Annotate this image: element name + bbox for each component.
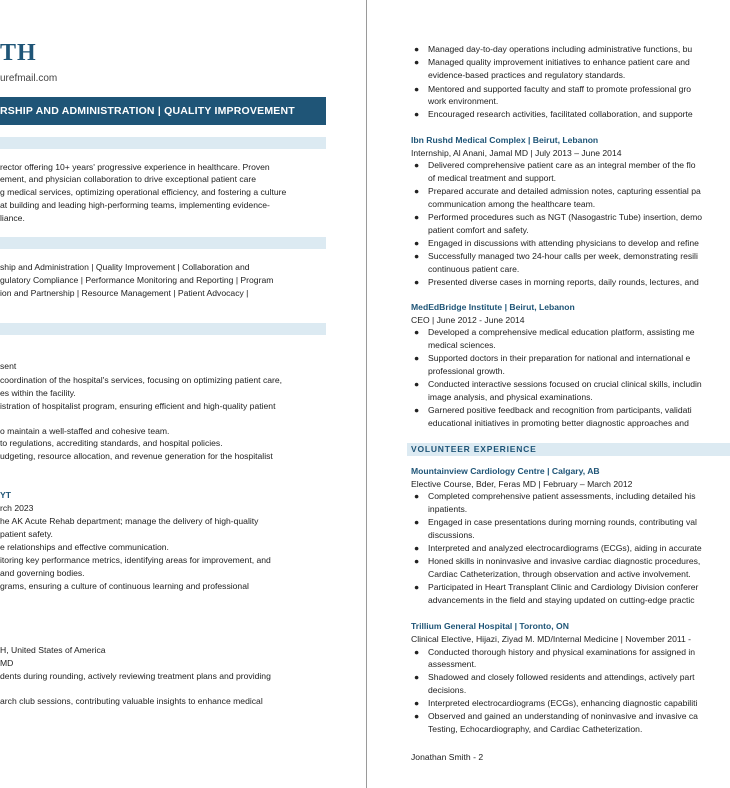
bullet-item: ● Interpreted electrocardiograms (ECGs), enhancing diagnostic capabiliti xyxy=(414,698,698,708)
experience-line: o maintain a well-staffed and cohesive team. xyxy=(0,426,170,436)
experience-line: grams, ensuring a culture of continuous learning and professional xyxy=(0,581,249,591)
job-role: Internship, Al Anani, Jamal MD | July 2013 – June 2014 xyxy=(411,148,622,158)
bullet-continuation: patient comfort and safety. xyxy=(428,225,529,235)
bullet-item: ● Supported doctors in their preparation for national and international e xyxy=(414,353,691,363)
section-heading-bar xyxy=(407,443,730,456)
experience-line: coordination of the hospital's services, focusing on optimizing patient care, xyxy=(0,375,283,385)
title-banner xyxy=(0,97,326,125)
job-org: Trillium General Hospital | Toronto, ON xyxy=(411,621,569,631)
bullet-item: ● Developed a comprehensive medical education platform, assisting me xyxy=(414,327,695,337)
bullet-item: ● Completed comprehensive patient assessments, including detailed his xyxy=(414,491,696,501)
bullet-continuation: decisions. xyxy=(428,685,467,695)
bullet-item: ● Presented diverse cases in morning reports, daily rounds, lectures, and xyxy=(414,277,699,287)
bullet-continuation: educational initiatives in promoting better diagnostic approaches and xyxy=(428,418,689,428)
bullet-continuation: assessment. xyxy=(428,659,477,669)
job-org: MedEdBridge Institute | Beirut, Lebanon xyxy=(411,302,575,312)
experience-line: es within the facility. xyxy=(0,388,76,398)
skills-line: ion and Partnership | Resource Management | Patient Advocacy | xyxy=(0,288,249,298)
bullet-item: ● Honed skills in noninvasive and invasive cardiac diagnostic procedures, xyxy=(414,556,701,566)
banner-text: RSHIP AND ADMINISTRATION | QUALITY IMPROVEMENT xyxy=(0,105,295,117)
bullet-item: ● Engaged in discussions with attending physicians to develop and refine xyxy=(414,238,699,248)
bullet-item: ● Encouraged research activities, facilitated collaboration, and supporte xyxy=(414,109,693,119)
resume-page-2 xyxy=(371,0,730,788)
bullet-item: ● Shadowed and closely followed residents and attendings, actively part xyxy=(414,672,695,682)
bullet-item: ● Performed procedures such as NGT (Nasogastric Tube) insertion, demo xyxy=(414,212,703,222)
section-heading-bar xyxy=(0,237,326,249)
job-role: Clinical Elective, Hijazi, Ziyad M. MD/Internal Medicine | November 2011 - xyxy=(411,634,692,644)
experience-line: and governing bodies. xyxy=(0,568,85,578)
bullet-item: ● Successfully managed two 24-hour calls per week, demonstrating resili xyxy=(414,251,698,261)
bullet-item: ● Garnered positive feedback and recognition from participants, validati xyxy=(414,405,692,415)
bullet-item: ● Engaged in case presentations during morning rounds, contributing val xyxy=(414,517,697,527)
bullet-item: ● Managed quality improvement initiatives to enhance patient care and xyxy=(414,57,690,67)
section-heading-bar xyxy=(0,323,326,335)
experience-line: e relationships and effective communication. xyxy=(0,542,169,552)
bullet-continuation: professional growth. xyxy=(428,366,505,376)
bullet-continuation: of medical treatment and support. xyxy=(428,173,557,183)
bullet-continuation: image analysis, and physical examinations. xyxy=(428,392,593,402)
summary-line: liance. xyxy=(0,213,25,223)
page-footer: Jonathan Smith - 2 xyxy=(411,752,484,762)
bullet-item: ● Prepared accurate and detailed admission notes, capturing essential pa xyxy=(414,186,701,196)
experience-line: MD xyxy=(0,658,14,668)
job-role: CEO | June 2012 - June 2014 xyxy=(411,315,525,325)
job-role: Elective Course, Bder, Feras MD | February – March 2012 xyxy=(411,479,633,489)
bullet-item: ● Mentored and supported faculty and staff to promote professional gro xyxy=(414,84,692,94)
experience-line: to regulations, accrediting standards, and hospital policies. xyxy=(0,438,223,448)
bullet-continuation: communication among the healthcare team. xyxy=(428,199,596,209)
summary-line: at building and leading high-performing teams, implementing evidence- xyxy=(0,200,270,210)
bullet-item: ● Delivered comprehensive patient care as an integral member of the flo xyxy=(414,160,696,170)
bullet-continuation: advancements in the field and staying updated on cutting-edge practic xyxy=(428,595,695,605)
bullet-item: ● Interpreted and analyzed electrocardiograms (ECGs), aiding in accurate xyxy=(414,543,702,553)
bullet-continuation: Cardiac Catheterization, through observation and active involvement. xyxy=(428,569,691,579)
experience-line: patient safety. xyxy=(0,529,53,539)
experience-line: sent xyxy=(0,361,17,371)
experience-line: H, United States of America xyxy=(0,645,106,655)
summary-line: ement, and physician collaboration to drive exceptional patient care xyxy=(0,174,257,184)
skills-line: gulatory Compliance | Performance Monitoring and Reporting | Program xyxy=(0,275,274,285)
summary-line: g medical services, optimizing operational efficiency, and fostering a culture xyxy=(0,187,287,197)
contact-email[interactable]: urefmail.com xyxy=(0,73,58,84)
job-org: Mountainview Cardiology Centre | Calgary, AB xyxy=(411,466,600,476)
bullet-continuation: work environment. xyxy=(428,96,499,106)
bullet-continuation: discussions. xyxy=(428,530,475,540)
experience-line: istration of hospitalist program, ensuring efficient and high-quality patient xyxy=(0,401,276,411)
candidate-name: TH xyxy=(0,40,37,66)
experience-line: dents during rounding, actively reviewing treatment plans and providing xyxy=(0,671,271,681)
summary-line: rector offering 10+ years' progressive experience in healthcare. Proven xyxy=(0,162,270,172)
bullet-continuation: medical sciences. xyxy=(428,340,496,350)
bullet-continuation: inpatients. xyxy=(428,504,468,514)
section-heading: VOLUNTEER EXPERIENCE xyxy=(411,444,537,454)
job-org: Ibn Rushd Medical Complex | Beirut, Lebanon xyxy=(411,135,599,145)
bullet-item: ● Participated in Heart Transplant Clinic and Cardiology Division conferer xyxy=(414,582,699,592)
skills-line: ship and Administration | Quality Improvement | Collaboration and xyxy=(0,262,250,272)
experience-org: YT xyxy=(0,490,11,500)
section-heading-bar xyxy=(0,137,326,149)
bullet-item: ● Observed and gained an understanding of noninvasive and invasive ca xyxy=(414,711,698,721)
experience-line: itoring key performance metrics, identifying areas for improvement, and xyxy=(0,555,271,565)
experience-line: he AK Acute Rehab department; manage the delivery of high-quality xyxy=(0,516,259,526)
bullet-continuation: Testing, Echocardiography, and Cardiac Catheterization. xyxy=(428,724,643,734)
bullet-item: ● Managed day-to-day operations including administrative functions, bu xyxy=(414,44,693,54)
experience-line: rch 2023 xyxy=(0,503,34,513)
bullet-item: ● Conducted interactive sessions focused on crucial clinical skills, includin xyxy=(414,379,702,389)
bullet-continuation: evidence-based practices and regulatory standards. xyxy=(428,70,626,80)
bullet-item: ● Conducted thorough history and physical examinations for assigned in xyxy=(414,647,696,657)
experience-line: udgeting, resource allocation, and revenue generation for the hospitalist xyxy=(0,451,273,461)
bullet-continuation: continuous patient care. xyxy=(428,264,520,274)
experience-line: arch club sessions, contributing valuable insights to enhance medical xyxy=(0,696,263,706)
